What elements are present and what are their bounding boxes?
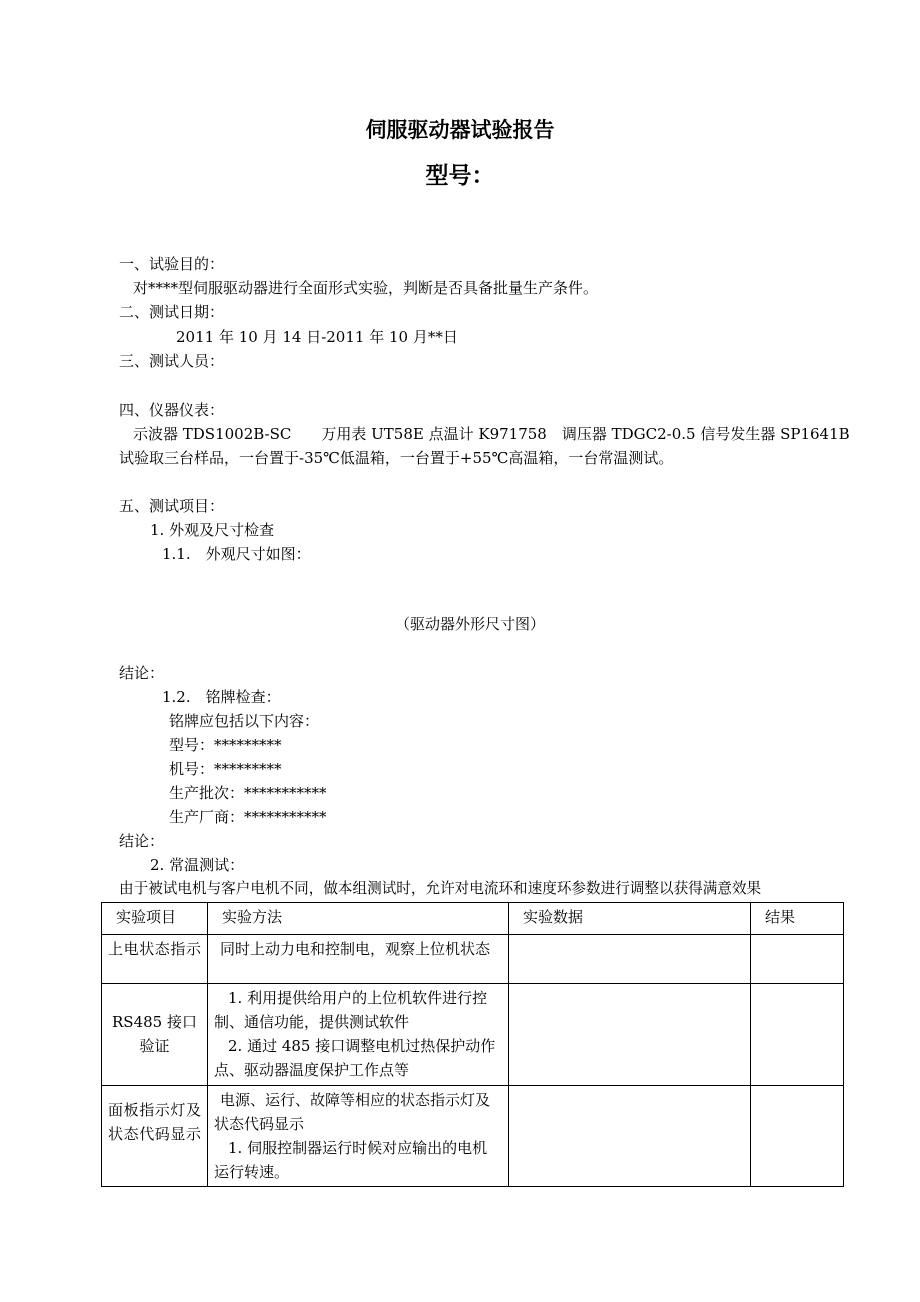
method-line-2: 1. 伺服控制器运行时候对应输出的电机运行转速。 (214, 1139, 488, 1181)
nameplate-intro: 铭牌应包括以下内容： (169, 712, 320, 730)
header-result: 结果 (751, 903, 844, 935)
item-1-2: 1.2. 铭牌检查： (162, 688, 281, 706)
nameplate-serial: 机号：********* (169, 760, 282, 778)
row-data (509, 1086, 751, 1187)
purpose-heading: 一、试验目的： (119, 255, 225, 273)
table-row (102, 984, 844, 1086)
conclusion-1: 结论： (119, 664, 165, 682)
table-header-row (102, 903, 844, 935)
table-row (102, 935, 844, 984)
results-table (101, 902, 844, 1187)
report-title: 伺服驱动器试验报告 (365, 118, 555, 142)
items-heading: 五、测试项目： (119, 497, 225, 515)
table-row (102, 1086, 844, 1187)
date-text: 2011 年 10 月 14 日-2011 年 10 月**日 (176, 328, 458, 346)
item-1: 1. 外观及尺寸检查 (150, 521, 275, 539)
row-item: 面板指示灯及状态代码显示 (102, 1086, 208, 1187)
model-heading: 型号： (425, 163, 495, 189)
instruments-heading: 四、仪器仪表： (119, 401, 225, 419)
nameplate-model: 型号：********* (169, 736, 282, 754)
item-1-1: 1.1. 外观尺寸如图： (162, 545, 311, 563)
row-method (208, 1086, 509, 1187)
row-method (208, 935, 509, 984)
instruments-text: 示波器 TDS1002B-SC 万用表 UT58E 点温计 K971758 调压器 TDGC2-0.5 信号发生器 SP1641B (133, 425, 850, 443)
purpose-text: 对****型伺服驱动器进行全面形式实验，判断是否具备批量生产条件。 (133, 279, 599, 297)
row-item: RS485 接口验证 (102, 984, 208, 1086)
method-line-1: 1. 利用提供给用户的上位机软件进行控制、通信功能，提供测试软件 (214, 989, 488, 1031)
row-data (509, 935, 751, 984)
row-data (509, 984, 751, 1086)
row-result (751, 935, 844, 984)
row-result (751, 1086, 844, 1187)
row-item: 上电状态指示 (102, 935, 208, 984)
samples-text: 试验取三台样品，一台置于-35℃低温箱，一台置于+55℃高温箱，一台常温测试。 (119, 449, 674, 467)
staff-heading: 三、测试人员： (119, 352, 225, 370)
header-data: 实验数据 (509, 903, 751, 935)
method-line-1: 电源、运行、故障等相应的状态指示灯及状态代码显示 (214, 1091, 491, 1133)
header-item: 实验项目 (102, 903, 208, 935)
row-result (751, 984, 844, 1086)
header-method: 实验方法 (208, 903, 509, 935)
method-text: 同时上动力电和控制电，观察上位机状态 (220, 940, 491, 958)
item-2-text: 由于被试电机与客户电机不同，做本组测试时，允许对电流环和速度环参数进行调整以获得满意效果 (119, 880, 762, 897)
method-line-2: 2. 通过 485 接口调整电机过热保护动作点、驱动器温度保护工作点等 (214, 1037, 496, 1079)
row-method (208, 984, 509, 1086)
figure-caption: （驱动器外形尺寸图） (394, 615, 545, 633)
conclusion-2: 结论： (119, 832, 165, 850)
nameplate-batch: 生产批次：*********** (169, 784, 327, 802)
nameplate-maker: 生产厂商：*********** (169, 808, 327, 826)
item-2: 2. 常温测试： (150, 856, 245, 874)
date-heading: 二、测试日期： (119, 303, 225, 321)
